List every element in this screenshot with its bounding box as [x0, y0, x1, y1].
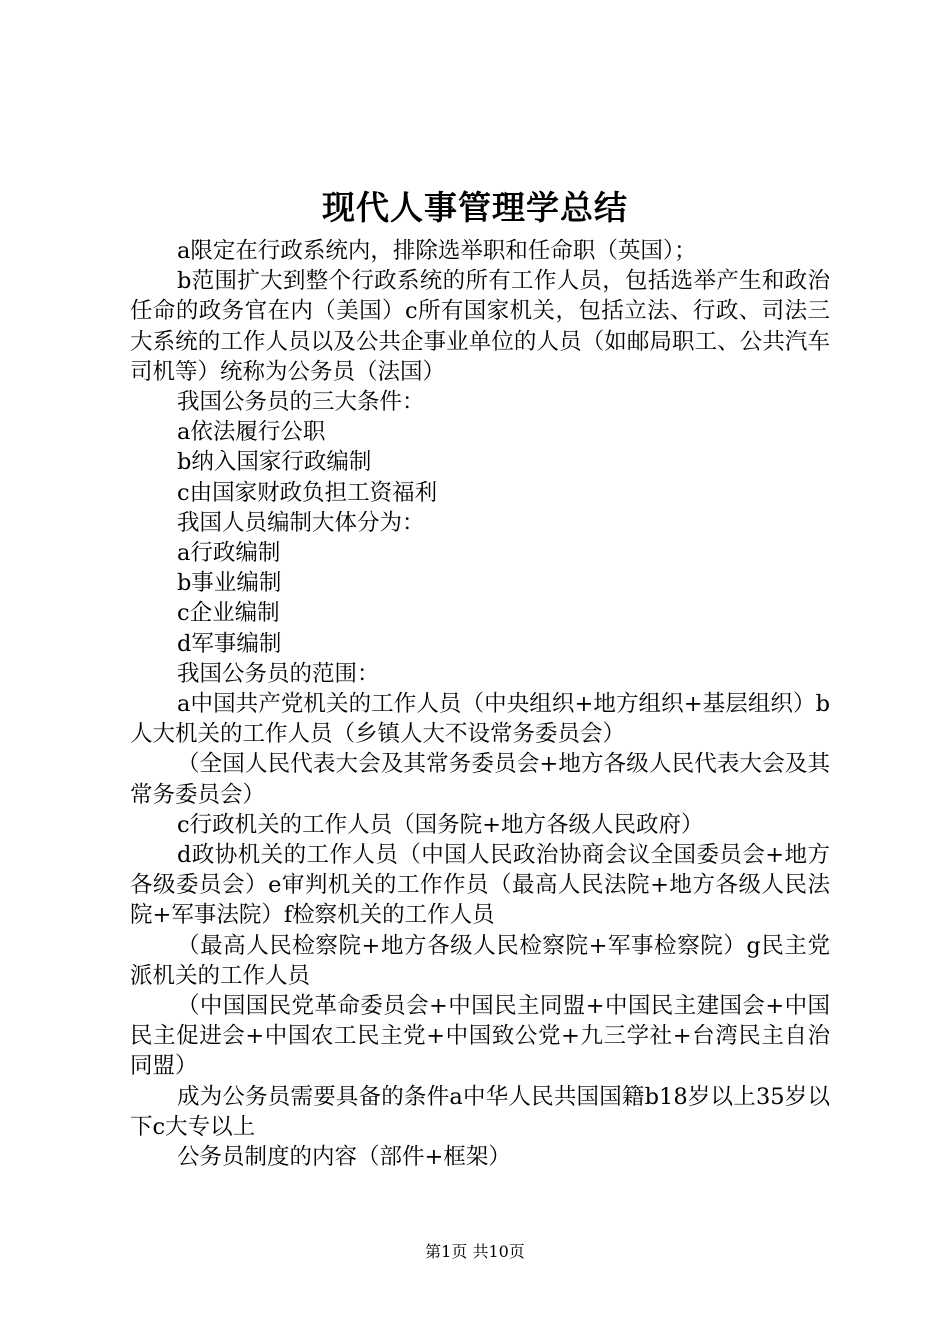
paragraph: c由国家财政负担工资福利 [177, 479, 438, 506]
paragraph: a行政编制 [177, 540, 281, 567]
paragraph: a依法履行公职 [177, 419, 326, 446]
paragraph: b范围扩大到整个行政系统的所有工作人员，包括选举产生和政治任命的政务官在内（美国）c所有国家机关，包括立法、行政、司法三大系统的工作人员以及公共企事业单位的人员（如邮局职工、公共汽车司机等）统称为公务员（法国） [130, 268, 830, 385]
page-footer: 第1页 共10页 [425, 1242, 525, 1261]
paragraph: c企业编制 [177, 600, 280, 627]
paragraph: （最高人民检察院+地方各级人民检察院+军事检察院）g民主党派机关的工作人员 [130, 932, 830, 989]
paragraph: 我国人员编制大体分为： [177, 509, 425, 536]
paragraph: d政协机关的工作人员（中国人民政治协商会议全国委员会+地方各级委员会）e审判机关的工作作员（最高人民法院+地方各级人民法院+军事法院）f检察机关的工作人员 [130, 842, 830, 929]
paragraph: 我国公务员的三大条件： [177, 389, 425, 416]
paragraph: d军事编制 [177, 630, 282, 657]
page-title: 现代人事管理学总结 [322, 188, 628, 227]
paragraph: 成为公务员需要具备的条件a中华人民共国国籍b18岁以上35岁以下c大专以上 [130, 1083, 830, 1140]
paragraph: （全国人民代表大会及其常务委员会+地方各级人民代表大会及其常务委员会） [130, 751, 830, 808]
document-body [130, 236, 830, 1172]
paragraph: a限定在行政系统内，排除选举职和任命职（英国）； [177, 238, 697, 264]
paragraph: c行政机关的工作人员（国务院+地方各级人民政府） [177, 811, 704, 838]
paragraph: （中国国民党革命委员会+中国民主同盟+中国民主建国会+中国民主促进会+中国农工民主党+中国致公党+九三学社+台湾民主自治同盟） [130, 993, 830, 1080]
paragraph: a中国共产党机关的工作人员（中央组织+地方组织+基层组织）b人大机关的工作人员（乡镇人大不设常务委员会） [130, 691, 830, 748]
paragraph: 公务员制度的内容（部件+框架） [177, 1144, 511, 1171]
paragraph: 我国公务员的范围： [177, 660, 380, 687]
paragraph: b事业编制 [177, 570, 282, 597]
paragraph: b纳入国家行政编制 [177, 449, 372, 476]
